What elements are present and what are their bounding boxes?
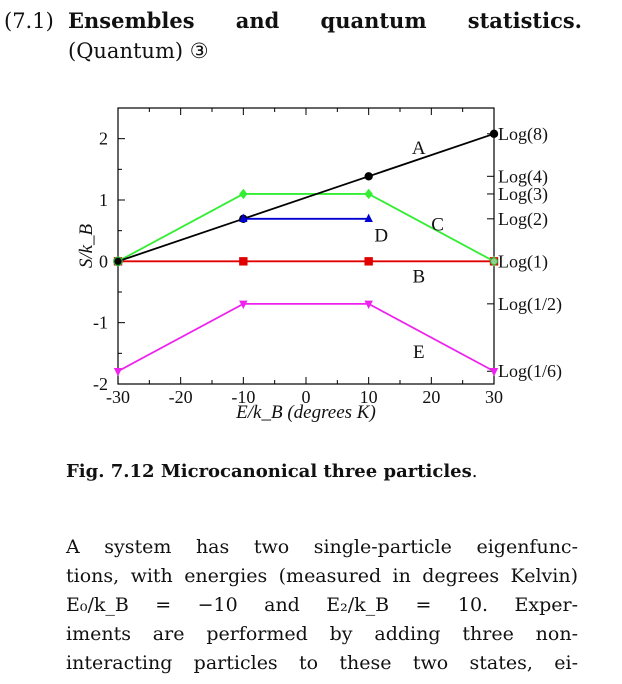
y-tick-label: -2 [93,374,108,394]
problem-number: (7.1) [4,9,54,33]
data-point [364,189,372,199]
series-A [114,130,498,266]
y-tick-label: -1 [93,312,108,333]
problem-title: Ensembles and quantum statistics. [68,8,582,33]
right-tick-label: Log(2) [498,208,548,229]
body-line: tions, with energies (measured in degrees Kelvin) [66,565,578,587]
series-line [118,304,494,371]
data-point [364,172,372,180]
right-tick-label: Log(3) [498,183,548,204]
y-tick-label: 1 [99,190,108,210]
series-label-A: A [411,137,426,159]
y-tick-label: 2 [99,128,108,149]
series-D [239,214,373,222]
problem-subtitle: (Quantum) ③ [68,39,209,63]
right-tick-label: Log(1/2) [498,293,562,314]
figure-caption-suffix: . [471,461,478,482]
axis-ticks [118,108,494,384]
x-tick-label: -30 [106,387,130,407]
data-point [364,214,372,222]
body-line: iments are performed by adding three non- [66,623,578,645]
y-tick-label: 0 [99,251,108,272]
series-B [114,257,498,265]
body-line: interacting particles to these two states, ei- [66,652,578,674]
series-layer [114,130,498,377]
data-point [114,368,122,376]
data-point [239,189,247,199]
body-line: E₀/k_B = −10 and E₂/k_B = 10. Exper- [66,594,578,616]
x-tick-label: -20 [168,387,193,407]
data-point [239,257,247,265]
figure-caption [66,461,477,482]
series-label-B: B [412,266,426,288]
series-line [118,134,494,262]
data-point [490,368,498,376]
x-tick-label: 30 [485,387,503,407]
problem-body [66,533,578,678]
plot-border [118,108,494,384]
x-tick-label: 0 [301,387,311,407]
series-label-E: E [412,342,425,364]
x-tick-label: 10 [359,387,378,407]
x-axis-label: E/k_B (degrees K) [236,402,376,423]
right-tick-label: Log(4) [498,166,548,187]
data-point [364,257,372,265]
series-label-C: C [431,214,444,236]
end-marker [491,258,498,265]
body-line: A system has two single-particle eigenfunc- [66,536,578,558]
right-tick-label: Log(1/6) [498,361,562,382]
right-tick-label: Log(1) [498,251,548,272]
data-point [490,130,498,138]
y-axis-label: S/k_B [76,223,97,269]
right-tick-label: Log(8) [498,123,548,144]
x-tick-label: -10 [231,387,256,407]
figure-caption-label: Fig. 7.12 Microcanonical three particles [66,461,472,482]
plot-frame [118,108,494,384]
series-label-D: D [374,225,389,247]
series-E [114,301,498,377]
x-tick-label: 20 [422,387,441,407]
